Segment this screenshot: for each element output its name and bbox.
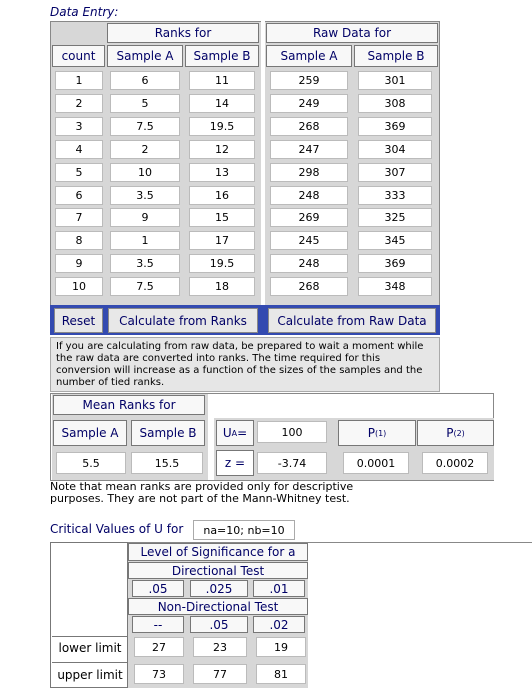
rank-b-input[interactable]: 12 (189, 140, 255, 159)
upper-limit-1[interactable]: 73 (134, 664, 184, 684)
calculate-from-ranks-button[interactable]: Calculate from Ranks (108, 308, 258, 333)
raw-a-input[interactable]: 249 (270, 94, 348, 113)
raw-a-input[interactable]: 268 (270, 117, 348, 136)
p2-value-field[interactable]: 0.0002 (422, 452, 488, 474)
count-cell[interactable]: 8 (55, 231, 103, 250)
mean-rank-a-field[interactable]: 5.5 (56, 452, 126, 474)
raw-b-input[interactable]: 348 (358, 277, 432, 296)
ranks-group-header: Ranks for (107, 23, 259, 43)
rank-a-input[interactable]: 3.5 (110, 254, 180, 273)
rank-a-input[interactable]: 2 (110, 140, 180, 159)
count-cell[interactable]: 2 (55, 94, 103, 113)
non-directional-test-header: Non-Directional Test (128, 598, 308, 615)
rank-b-input[interactable]: 16 (189, 186, 255, 205)
nondir-level-3: .02 (253, 616, 305, 633)
rank-a-input[interactable]: 6 (110, 71, 180, 90)
reset-button[interactable]: Reset (54, 308, 103, 333)
rank-a-input[interactable]: 10 (110, 163, 180, 182)
count-cell[interactable]: 10 (55, 277, 103, 296)
nondir-level-2: .05 (190, 616, 248, 633)
rank-a-input[interactable]: 1 (110, 231, 180, 250)
p1-value-field[interactable]: 0.0001 (343, 452, 409, 474)
dir-level-3: .01 (253, 580, 305, 597)
upper-limit-label: upper limit (52, 662, 128, 686)
rank-a-input[interactable]: 3.5 (110, 186, 180, 205)
lower-limit-label: lower limit (52, 636, 128, 658)
mean-rank-b-field[interactable]: 15.5 (131, 452, 203, 474)
mean-ranks-header: Mean Ranks for (53, 395, 205, 415)
count-cell[interactable]: 5 (55, 163, 103, 182)
raw-a-input[interactable]: 269 (270, 208, 348, 227)
rank-b-input[interactable]: 14 (189, 94, 255, 113)
nondir-level-1: -- (132, 616, 184, 633)
raw-sample-b-header: Sample B (354, 45, 438, 67)
rank-b-input[interactable]: 17 (189, 231, 255, 250)
raw-a-input[interactable]: 259 (270, 71, 348, 90)
raw-data-note: If you are calculating from raw data, be prepared to wait a moment while the raw data are converted into ranks. The time required for this conversion will increase as a function of the sizes of the samples and the number of tied ranks. (50, 337, 440, 392)
dir-level-2: .025 (190, 580, 248, 597)
z-label: z = (216, 450, 254, 476)
z-value-field[interactable]: -3.74 (257, 452, 327, 474)
raw-a-input[interactable]: 268 (270, 277, 348, 296)
raw-a-input[interactable]: 247 (270, 140, 348, 159)
rank-b-input[interactable]: 18 (189, 277, 255, 296)
rank-b-input[interactable]: 19.5 (189, 254, 255, 273)
count-cell[interactable]: 4 (55, 140, 103, 159)
upper-limit-2[interactable]: 77 (193, 664, 247, 684)
count-cell[interactable]: 3 (55, 117, 103, 136)
raw-b-input[interactable]: 333 (358, 186, 432, 205)
directional-test-header: Directional Test (128, 562, 308, 579)
panel-gap (261, 21, 265, 306)
raw-b-input[interactable]: 307 (358, 163, 432, 182)
raw-b-input[interactable]: 325 (358, 208, 432, 227)
raw-a-input[interactable]: 248 (270, 186, 348, 205)
rank-b-input[interactable]: 13 (189, 163, 255, 182)
raw-a-input[interactable]: 298 (270, 163, 348, 182)
lower-limit-3[interactable]: 19 (256, 637, 306, 657)
dir-level-1: .05 (132, 580, 184, 597)
count-cell[interactable]: 7 (55, 208, 103, 227)
count-cell[interactable]: 1 (55, 71, 103, 90)
critical-values-title: Critical Values of U for (50, 522, 184, 536)
raw-a-input[interactable]: 245 (270, 231, 348, 250)
raw-group-header: Raw Data for (266, 23, 438, 43)
u-value-field[interactable]: 100 (257, 421, 327, 443)
count-header: count (52, 45, 105, 67)
mean-sample-b-label: Sample B (131, 420, 205, 446)
rank-b-input[interactable]: 15 (189, 208, 255, 227)
calculate-from-raw-data-button[interactable]: Calculate from Raw Data (268, 308, 436, 333)
raw-b-input[interactable]: 369 (358, 117, 432, 136)
lower-limit-1[interactable]: 27 (134, 637, 184, 657)
u-label: U A = (216, 420, 254, 446)
rank-a-input[interactable]: 7.5 (110, 117, 180, 136)
p2-label: P (2) (417, 420, 494, 446)
rank-a-input[interactable]: 9 (110, 208, 180, 227)
upper-limit-3[interactable]: 81 (256, 664, 306, 684)
rank-a-input[interactable]: 7.5 (110, 277, 180, 296)
data-entry-title: Data Entry: (50, 5, 119, 19)
significance-level-header: Level of Significance for a (128, 543, 308, 561)
raw-b-input[interactable]: 345 (358, 231, 432, 250)
raw-sample-a-header: Sample A (266, 45, 352, 67)
rank-a-input[interactable]: 5 (110, 94, 180, 113)
raw-b-input[interactable]: 308 (358, 94, 432, 113)
raw-b-input[interactable]: 369 (358, 254, 432, 273)
rank-b-input[interactable]: 11 (189, 71, 255, 90)
lower-limit-2[interactable]: 23 (193, 637, 247, 657)
ranks-sample-b-header: Sample B (185, 45, 259, 67)
p1-label: P (1) (338, 420, 416, 446)
count-cell[interactable]: 6 (55, 186, 103, 205)
raw-b-input[interactable]: 301 (358, 71, 432, 90)
na-nb-field[interactable]: na=10; nb=10 (193, 520, 295, 540)
mean-sample-a-label: Sample A (53, 420, 127, 446)
ranks-sample-a-header: Sample A (107, 45, 183, 67)
count-cell[interactable]: 9 (55, 254, 103, 273)
mean-ranks-note: Note that mean ranks are provided only for descriptive purposes. They are not part of the Mann-Whitney test. (50, 480, 354, 505)
raw-a-input[interactable]: 248 (270, 254, 348, 273)
rank-b-input[interactable]: 19.5 (189, 117, 255, 136)
raw-b-input[interactable]: 304 (358, 140, 432, 159)
